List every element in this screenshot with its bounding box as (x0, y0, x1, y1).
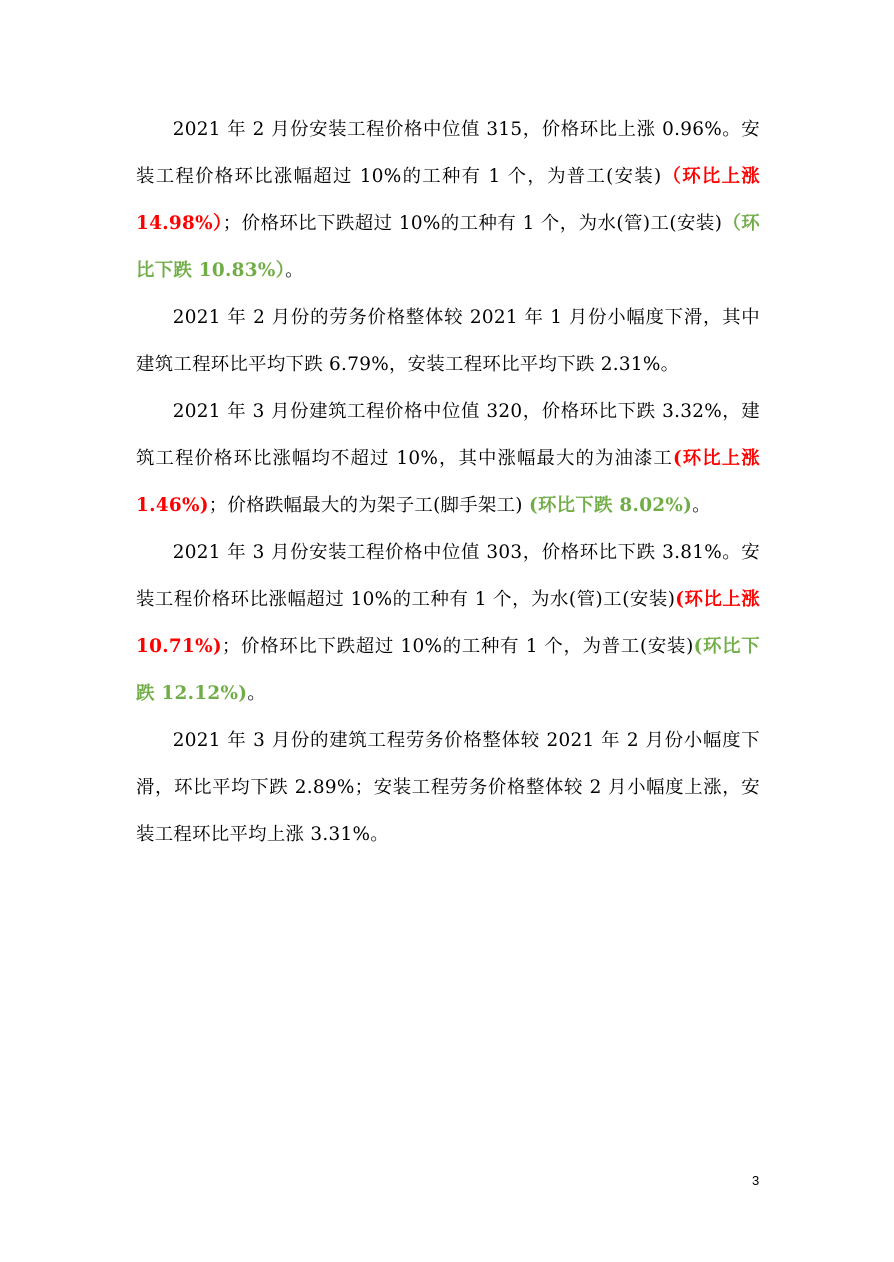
increase-highlight: （环比上涨 14.98%） (136, 166, 760, 234)
increase-highlight: (环比上涨 10.71%) (136, 589, 760, 657)
document-body (136, 106, 760, 858)
text-segment: 。 (247, 683, 266, 704)
text-segment: 。 (285, 260, 304, 281)
text-segment: ；价格跌幅最大的为架子工(脚手架工) (208, 495, 529, 516)
decrease-highlight: (环比下跌 8.02%) (528, 495, 693, 516)
text-segment: 。 (692, 495, 711, 516)
text-segment: ；价格环比下跌超过 10%的工种有 1 个，为普工(安装) (221, 636, 694, 657)
text-segment: 2021 年 3 月份的建筑工程劳务价格整体较 2021 年 2 月份小幅度下滑，环比平均下跌 2.89%；安装工程劳务价格整体较 2 月小幅度上涨，安装工程环比平均上涨 3.31%。 (136, 730, 760, 845)
paragraph-2021-mar-construction (136, 388, 760, 529)
paragraph-2021-mar-overall (136, 717, 760, 858)
paragraph-2021-feb-installation (136, 106, 760, 294)
paragraph-2021-feb-overall (136, 294, 760, 388)
text-segment: ；价格环比下跌超过 10%的工种有 1 个，为水(管)工(安装) (222, 213, 723, 234)
text-segment: 2021 年 3 月份安装工程价格中位值 303，价格环比下跌 3.81%。安装工程价格环比涨幅超过 10%的工种有 1 个，为水(管)工(安装) (136, 542, 760, 610)
text-segment: 2021 年 3 月份建筑工程价格中位值 320，价格环比下跌 3.32%，建筑工程价格环比涨幅均不超过 10%，其中涨幅最大的为油漆工 (136, 401, 760, 469)
increase-highlight: (环比上涨 1.46%) (136, 448, 760, 516)
text-segment: 2021 年 2 月份的劳务价格整体较 2021 年 1 月份小幅度下滑，其中建筑工程环比平均下跌 6.79%，安装工程环比平均下跌 2.31%。 (136, 307, 760, 375)
paragraph-2021-mar-installation (136, 529, 760, 717)
decrease-highlight: (环比下跌 12.12%) (136, 636, 760, 704)
decrease-highlight: （环比下跌 10.83%） (136, 213, 760, 281)
page-number: 3 (752, 1173, 760, 1188)
text-segment: 2021 年 2 月份安装工程价格中位值 315，价格环比上涨 0.96%。安装工程价格环比涨幅超过 10%的工种有 1 个，为普工(安装) (136, 119, 760, 187)
